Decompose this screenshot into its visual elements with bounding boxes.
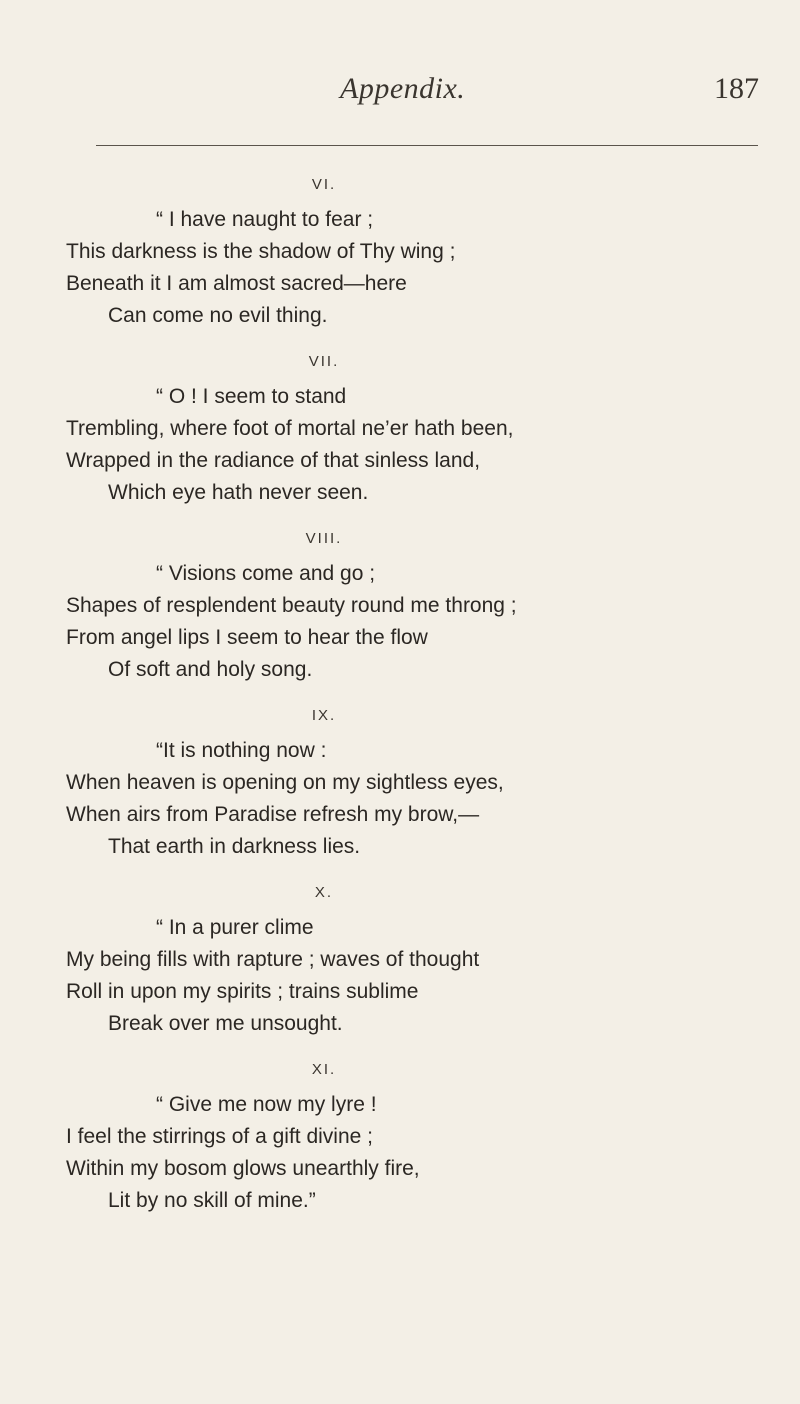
stanza <box>66 343 766 509</box>
verse-line: “ Give me now my lyre ! <box>156 1093 377 1116</box>
verse-line: “ I have naught to fear ; <box>156 208 374 231</box>
verse-line: That earth in darkness lies. <box>108 835 361 858</box>
stanza-numeral: IX. <box>311 707 337 724</box>
stanza <box>66 1051 766 1217</box>
verse-line: “ O ! I seem to stand <box>156 385 347 408</box>
stanza <box>66 520 766 686</box>
verse-line: From angel lips I seem to hear the flow <box>66 626 428 649</box>
verse-line: My being fills with rapture ; waves of thought <box>66 948 480 971</box>
running-title: Appendix. <box>340 72 466 105</box>
verse-line: This darkness is the shadow of Thy wing ; <box>66 240 456 263</box>
header-rule <box>96 145 758 146</box>
verse-line: Beneath it I am almost sacred—here <box>66 272 407 295</box>
verse-line: Of soft and holy song. <box>108 658 313 681</box>
verse-line: “ In a purer clime <box>156 916 314 939</box>
page-number: 187 <box>714 72 759 105</box>
stanza-numeral: VIII. <box>305 530 343 547</box>
verse-line: Wrapped in the radiance of that sinless land, <box>66 449 481 472</box>
verse-line: Which eye hath never seen. <box>108 481 369 504</box>
stanza <box>66 166 766 332</box>
stanza-numeral: XI. <box>311 1061 337 1078</box>
verse-line: Break over me unsought. <box>108 1012 343 1035</box>
page-header <box>0 72 800 122</box>
stanza <box>66 874 766 1040</box>
stanza <box>66 697 766 863</box>
stanza-numeral: VII. <box>308 353 340 370</box>
verse-line: When airs from Paradise refresh my brow,— <box>66 803 480 826</box>
stanza-numeral: VI. <box>311 176 337 193</box>
verse-line: Lit by no skill of mine.” <box>108 1189 316 1212</box>
verse-line: Can come no evil thing. <box>108 304 328 327</box>
verse-line: I feel the stirrings of a gift divine ; <box>66 1125 373 1148</box>
poem-body <box>66 166 766 1217</box>
verse-line: “It is nothing now : <box>156 739 327 762</box>
verse-line: Roll in upon my spirits ; trains sublime <box>66 980 419 1003</box>
verse-line: Trembling, where foot of mortal ne’er hath been, <box>66 417 514 440</box>
verse-line: “ Visions come and go ; <box>156 562 376 585</box>
verse-line: Shapes of resplendent beauty round me throng ; <box>66 594 517 617</box>
verse-line: When heaven is opening on my sightless eyes, <box>66 771 504 794</box>
stanza-numeral: X. <box>314 884 334 901</box>
verse-line: Within my bosom glows unearthly fire, <box>66 1157 420 1180</box>
